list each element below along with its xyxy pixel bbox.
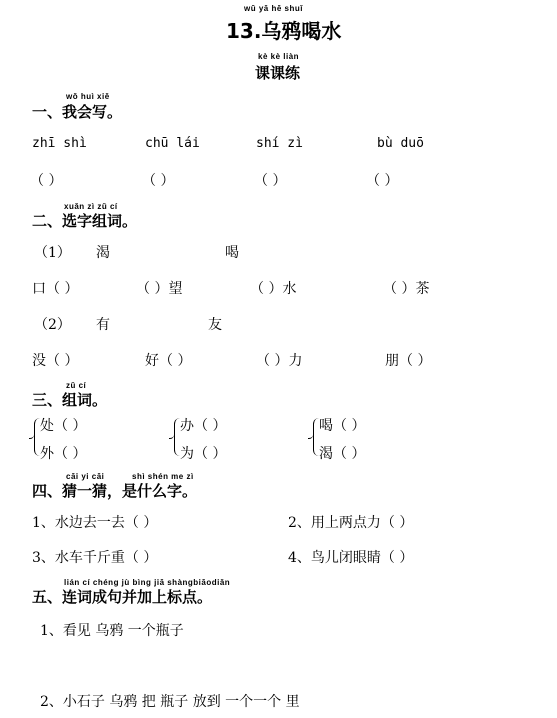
s4-riddle-1[interactable]: 1、水边去一去（ ） [32, 515, 158, 531]
subtitle-pinyin: kè kè liàn [258, 52, 300, 61]
s5-pinyin: lián cí chéng jù bìng jiā shàngbiāodiǎn [64, 578, 231, 587]
s2-group1-item-3[interactable]: （ ）水 [250, 281, 297, 297]
s1-blank-2[interactable]: （ ） [142, 173, 175, 189]
s2-group1-item-2[interactable]: （ ）望 [136, 281, 183, 297]
s2-pinyin: xuǎn zì zǔ cí [64, 202, 118, 211]
s1-blank-4[interactable]: （ ） [366, 173, 399, 189]
s4-riddle-3[interactable]: 3、水车千斤重（ ） [32, 550, 158, 566]
s2-group2-item-4[interactable]: 朋（ ） [385, 353, 432, 369]
s2-heading: 二、选字组词。 [32, 212, 138, 230]
s4-pinyin-1: cāi yi cāi [66, 472, 105, 481]
s1-blank-1[interactable]: （ ） [30, 173, 63, 189]
s3-pair2-top[interactable]: 办（ ） [180, 418, 227, 434]
title-pinyin: wū yā hē shuǐ [244, 4, 303, 13]
s2-group1-item-1[interactable]: 口（ ） [32, 281, 79, 297]
s2-group2-char-b: 友 [208, 317, 222, 333]
s5-question-1: 1、看见 乌鸦 一个瓶子 [40, 623, 184, 639]
s1-pinyin-word-1: zhī shì [32, 136, 87, 151]
s2-group2-char-a: 有 [96, 317, 110, 333]
s4-riddle-2[interactable]: 2、用上两点力（ ） [288, 515, 414, 531]
s1-pinyin-word-3: shí zì [256, 136, 303, 151]
s3-pair3-top[interactable]: 喝（ ） [319, 418, 366, 434]
s4-heading: 四、猜一猜，是什么字。 [32, 482, 198, 500]
s2-group2-item-2[interactable]: 好（ ） [145, 353, 192, 369]
s1-pinyin-word-4: bù duō [377, 136, 424, 151]
s2-group1-char-b: 喝 [225, 245, 239, 261]
s1-pinyin: wǒ huì xiě [66, 92, 110, 101]
s2-group2-item-3[interactable]: （ ）力 [256, 353, 303, 369]
s3-pair3-bottom[interactable]: 渴（ ） [319, 446, 366, 462]
s4-pinyin-2: shì shén me zì [132, 472, 194, 481]
s3-pair2-bottom[interactable]: 为（ ） [180, 446, 227, 462]
s3-pinyin: zǔ cí [66, 381, 87, 390]
s5-question-2: 2、小石子 乌鸦 把 瓶子 放到 一个一个 里 [40, 694, 300, 710]
s2-group2-item-1[interactable]: 没（ ） [32, 353, 79, 369]
s3-heading: 三、组词。 [32, 391, 108, 409]
s3-pair1-bottom[interactable]: 外（ ） [40, 446, 87, 462]
s5-heading: 五、连词成句并加上标点。 [32, 588, 213, 606]
s1-heading: 一、我会写。 [32, 103, 123, 121]
s2-group1-number: （1） [34, 245, 71, 261]
s2-group1-item-4[interactable]: （ ）茶 [383, 281, 430, 297]
s1-blank-3[interactable]: （ ） [254, 173, 287, 189]
s2-group1-char-a: 渴 [96, 245, 110, 261]
page-title: 13.乌鸦喝水 [226, 19, 342, 43]
s4-riddle-4[interactable]: 4、鸟儿闭眼睛（ ） [288, 550, 414, 566]
s3-pair1-top[interactable]: 处（ ） [40, 418, 87, 434]
s2-group2-number: （2） [34, 317, 71, 333]
page-subtitle: 课课练 [255, 64, 301, 82]
s1-pinyin-word-2: chū lái [145, 136, 200, 151]
